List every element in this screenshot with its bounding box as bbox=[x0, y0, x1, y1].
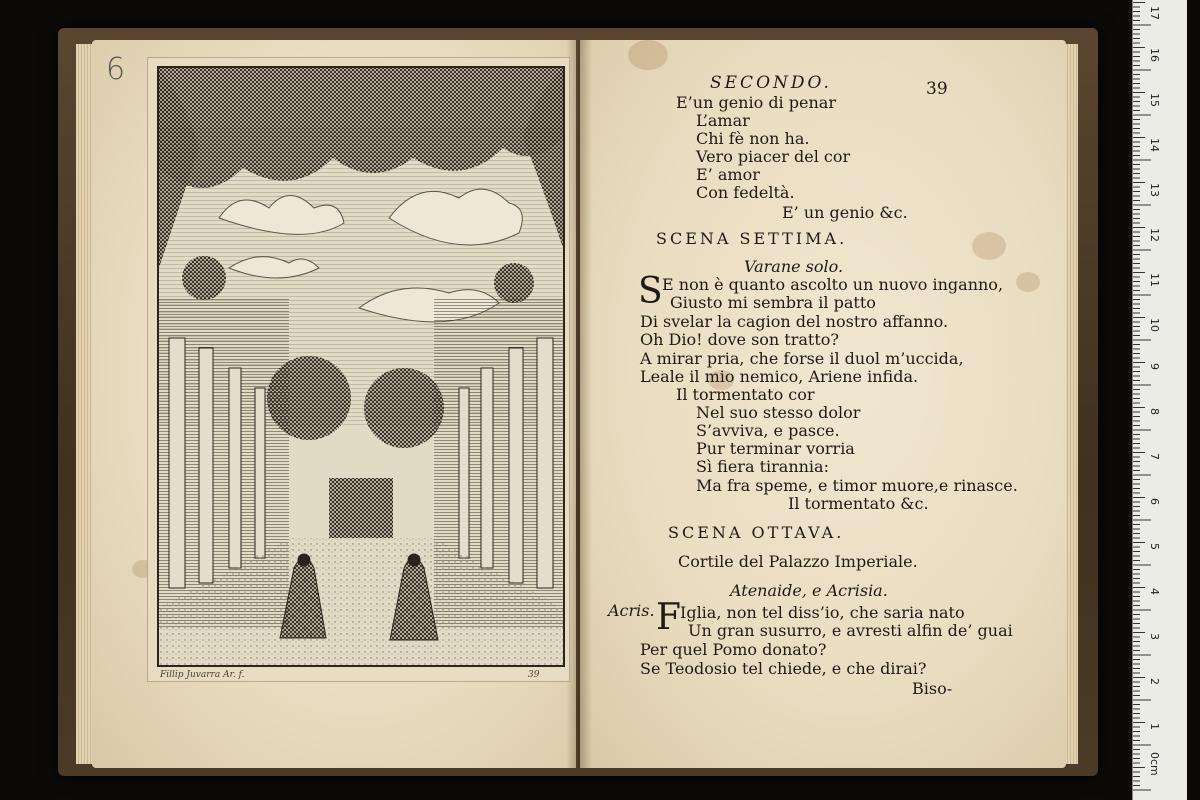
verse-line: Oh Dio! dove son tratto? bbox=[640, 330, 839, 349]
ruler-number: 4 bbox=[1148, 588, 1161, 595]
verse-line: Se Teodosio tel chiede, e che dirai? bbox=[640, 659, 927, 678]
verse-line: Un gran susurro, e avresti alfin de’ guai bbox=[688, 621, 1013, 640]
page-number: 39 bbox=[926, 79, 948, 99]
verse-line: Sì fiera tirannia: bbox=[696, 457, 829, 476]
ruler-number: 2 bbox=[1148, 678, 1161, 685]
verse-line: E’ un genio &c. bbox=[782, 203, 908, 222]
verse-line: L’amar bbox=[696, 111, 750, 130]
ruler-number: 14 bbox=[1148, 138, 1161, 152]
ruler-number: 7 bbox=[1148, 453, 1161, 460]
ruler-number: 13 bbox=[1148, 183, 1161, 197]
ruler-number: 12 bbox=[1148, 228, 1161, 242]
verse-line: Vero piacer del cor bbox=[696, 147, 851, 166]
catchword: Biso- bbox=[912, 679, 953, 698]
engraving-illustration bbox=[157, 66, 565, 667]
engraver-signature: Fillip Juvarra Ar. f. bbox=[160, 670, 245, 680]
verse-line: Iglia, non tel diss’io, che saria nato bbox=[680, 603, 965, 622]
ruler-number: 16 bbox=[1148, 48, 1161, 62]
verse-line: Pur terminar vorria bbox=[696, 439, 855, 458]
ruler-number: 5 bbox=[1148, 543, 1161, 550]
verse-line: Il tormentato &c. bbox=[788, 494, 929, 513]
verse-line: Ma fra speme, e timor muore,e rinasce. bbox=[696, 476, 1018, 495]
ruler-number: 10 bbox=[1148, 318, 1161, 332]
verse-line: Leale il mio nemico, Ariene infida. bbox=[640, 367, 919, 386]
verse-line: Per quel Pomo donato? bbox=[640, 640, 827, 659]
ruler-number: 9 bbox=[1148, 363, 1161, 370]
verse-line: Chi fè non ha. bbox=[696, 129, 810, 148]
verse-line: Con fedeltà. bbox=[696, 183, 795, 202]
measurement-ruler bbox=[1132, 0, 1187, 800]
scene-setting: Cortile del Palazzo Imperiale. bbox=[678, 552, 918, 571]
verse-line: E’un genio di penar bbox=[676, 93, 836, 112]
scene-title: SCENA OTTAVA. bbox=[668, 523, 845, 542]
plate-page-number: 39 bbox=[528, 670, 540, 680]
drop-cap: S bbox=[638, 271, 663, 312]
ruler-number: 3 bbox=[1148, 633, 1161, 640]
scene-title: SCENA SETTIMA. bbox=[656, 229, 848, 248]
ruler-number: 1 bbox=[1148, 723, 1161, 730]
stage-direction: Atenaide, e Acrisia. bbox=[730, 581, 888, 600]
verse-line: Il tormentato cor bbox=[676, 385, 815, 404]
verse-line: E’ amor bbox=[696, 165, 760, 184]
ruler-number: 17 bbox=[1148, 6, 1161, 20]
left-page-edges bbox=[76, 44, 92, 764]
verse-line: E non è quanto ascolto un nuovo inganno, bbox=[662, 275, 1004, 294]
verse-line: Nel suo stesso dolor bbox=[696, 403, 861, 422]
running-head: SECONDO. bbox=[710, 73, 832, 93]
ruler-number: 11 bbox=[1148, 273, 1161, 287]
folio-pencil-mark: 6 bbox=[106, 52, 126, 87]
drop-cap: F bbox=[656, 597, 681, 638]
verse-line: Giusto mi sembra il patto bbox=[670, 293, 876, 312]
ruler-unit-label: 0cm bbox=[1148, 752, 1161, 776]
speaker-label: Acris. bbox=[608, 601, 655, 620]
verse-line: S’avviva, e pasce. bbox=[696, 421, 840, 440]
stage-direction: Varane solo. bbox=[744, 257, 844, 276]
verse-line: A mirar pria, che forse il duol m’uccida, bbox=[640, 349, 964, 368]
ruler-number: 6 bbox=[1148, 498, 1161, 505]
ruler-number: 15 bbox=[1148, 93, 1161, 107]
engraving-scene bbox=[159, 68, 563, 665]
verse-line: Di svelar la cagion del nostro affanno. bbox=[640, 312, 949, 331]
ruler-number: 8 bbox=[1148, 408, 1161, 415]
